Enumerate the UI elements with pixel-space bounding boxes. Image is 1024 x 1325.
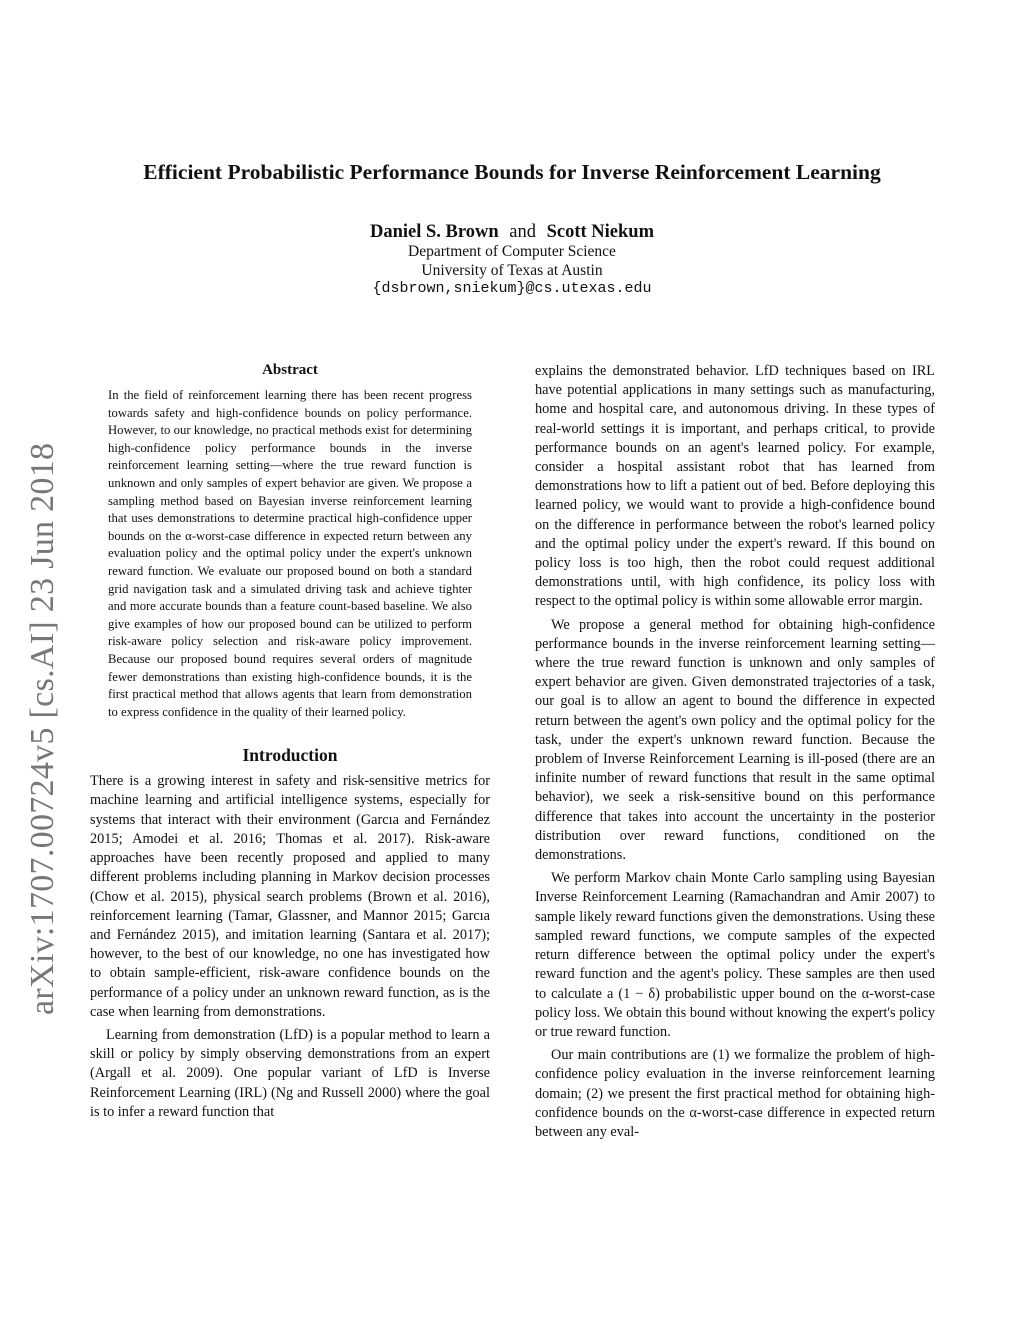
- body-paragraph: We propose a general method for obtaining high-confidence performance bounds in the inverse reinforcement learning setting—where the true reward function is unknown and only samples of expert behavior are given. Given demonstrated trajectories of a task, our goal is to allow an agent to bound the difference in expected return between the agent's own policy and the optimal policy for the task, under the expert's unknown reward function. Because the problem of Inverse Reinforcement Learning is ill-posed (there are an infinite number of reward functions that result in the same optimal behavior), we seek a risk-sensitive bound on this performance difference that takes into account the uncertainty in the posterior distribution over reward functions, conditioned on the demonstrations.: [535, 616, 935, 864]
- body-paragraph: We perform Markov chain Monte Carlo sampling using Bayesian Inverse Reinforcement Learning (Ramachandran and Amir 2007) to sample likely reward functions given the demonstrations. Using these sampled reward functions, we compute samples of the expected return difference between the optimal policy under the expert's reward function and the agent's policy. These samples are then used to calculate a (1 − δ) probabilistic upper bound on the α-worst-case policy loss. We obtain this bound without knowing the expert's policy or true reward function.: [535, 870, 935, 1040]
- left-column: [90, 362, 490, 1122]
- introduction-heading: Introduction: [242, 745, 338, 766]
- author-name: Daniel S. Brown: [369, 222, 499, 242]
- intro-paragraph: There is a growing interest in safety and risk-sensitive metrics for machine learning and artificial intelligence systems, especially for systems that interact with their environment (Garcıa and Fernández 2015; Amodei et al. 2016; Thomas et al. 2017). Risk-aware approaches have been recently proposed and applied to many different problems including planning in Markov decision processes (Chow et al. 2015), physical search problems (Brown et al. 2016), reinforcement learning (Tamar, Glassner, and Mannor 2015; Garcıa and Fernández 2015), and imitation learning (Santara et al. 2017); however, to the best of our knowledge, no one has investigated how to obtain sample-efficient, risk-aware confidence bounds on the performance of a policy under an unknown reward function, as is the case when learning from demonstrations.: [90, 773, 490, 1020]
- author-name: Scott Niekum: [546, 222, 655, 242]
- author-email: {dsbrown,sniekum}@cs.utexas.edu: [372, 280, 652, 297]
- intro-paragraph: Learning from demonstration (LfD) is a popular method to learn a skill or policy by simply observing demonstrations from an expert (Argall et al. 2009). One popular variant of LfD is Inverse Reinforcement Learning (IRL) (Ng and Russell 2000) where the goal is to infer a reward function that: [90, 1026, 490, 1120]
- body-paragraph: Our main contributions are (1) we formalize the problem of high-confidence policy evaluation in the inverse reinforcement learning domain; (2) we present the first practical method for obtaining high-confidence bounds on the α-worst-case difference in expected return between any eval-: [535, 1047, 935, 1140]
- arxiv-stamp-text: arXiv:1707.00724v5 [cs.AI] 23 Jun 2018: [24, 442, 61, 1015]
- paper-title: Efficient Probabilistic Performance Bounds for Inverse Reinforcement Learning: [143, 160, 881, 184]
- right-column: [535, 362, 935, 1142]
- author-conjunction: and: [509, 222, 536, 242]
- affiliation-department: Department of Computer Science: [408, 243, 616, 260]
- author-line: [212, 222, 812, 243]
- body-paragraph: explains the demonstrated behavior. LfD techniques based on IRL have potential applications in many settings such as manufacturing, home and hospital care, and autonomous driving. In these types of real-world settings it is important, and perhaps critical, to provide performance bounds on an agent's learned policy. For example, consider a hospital assistant robot that has learned from demonstrations how to lift a patient out of bed. Before deploying this learned policy, we would want to provide a high-confidence bound on the difference in performance between the robot's learned policy and the optimal policy under the expert's reward. If this bound on policy loss is too high, then the robot could request additional demonstrations until, with high confidence, its policy loss with respect to the optimal policy is within some allowable error margin.: [535, 363, 935, 610]
- affiliation-university: University of Texas at Austin: [421, 262, 603, 279]
- abstract-heading: Abstract: [262, 362, 318, 378]
- abstract-text: In the field of reinforcement learning there has been recent progress towards safety and high-confidence bounds on policy performance. However, to our knowledge, no practical methods exist for determining high-confidence policy performance bounds in the inverse reinforcement learning setting—where the true reward function is unknown and only samples of expert behavior are given. We propose a sampling method based on Bayesian inverse reinforcement learning that uses demonstrations to determine practical high-confidence upper bounds on the α-worst-case difference in expected return between any evaluation policy and the optimal policy under the expert's unknown reward function. We evaluate our proposed bound on both a standard grid navigation task and a simulated driving task and achieve tighter and more accurate bounds than a feature count-based baseline. We also give examples of how our proposed bound can be utilized to perform risk-aware policy selection and risk-aware policy improvement. Because our proposed bound requires several orders of magnitude fewer demonstrations than existing high-confidence bounds, it is the first practical method that allows agents that learn from demonstration to express confidence in the quality of their learned policy.: [108, 388, 472, 719]
